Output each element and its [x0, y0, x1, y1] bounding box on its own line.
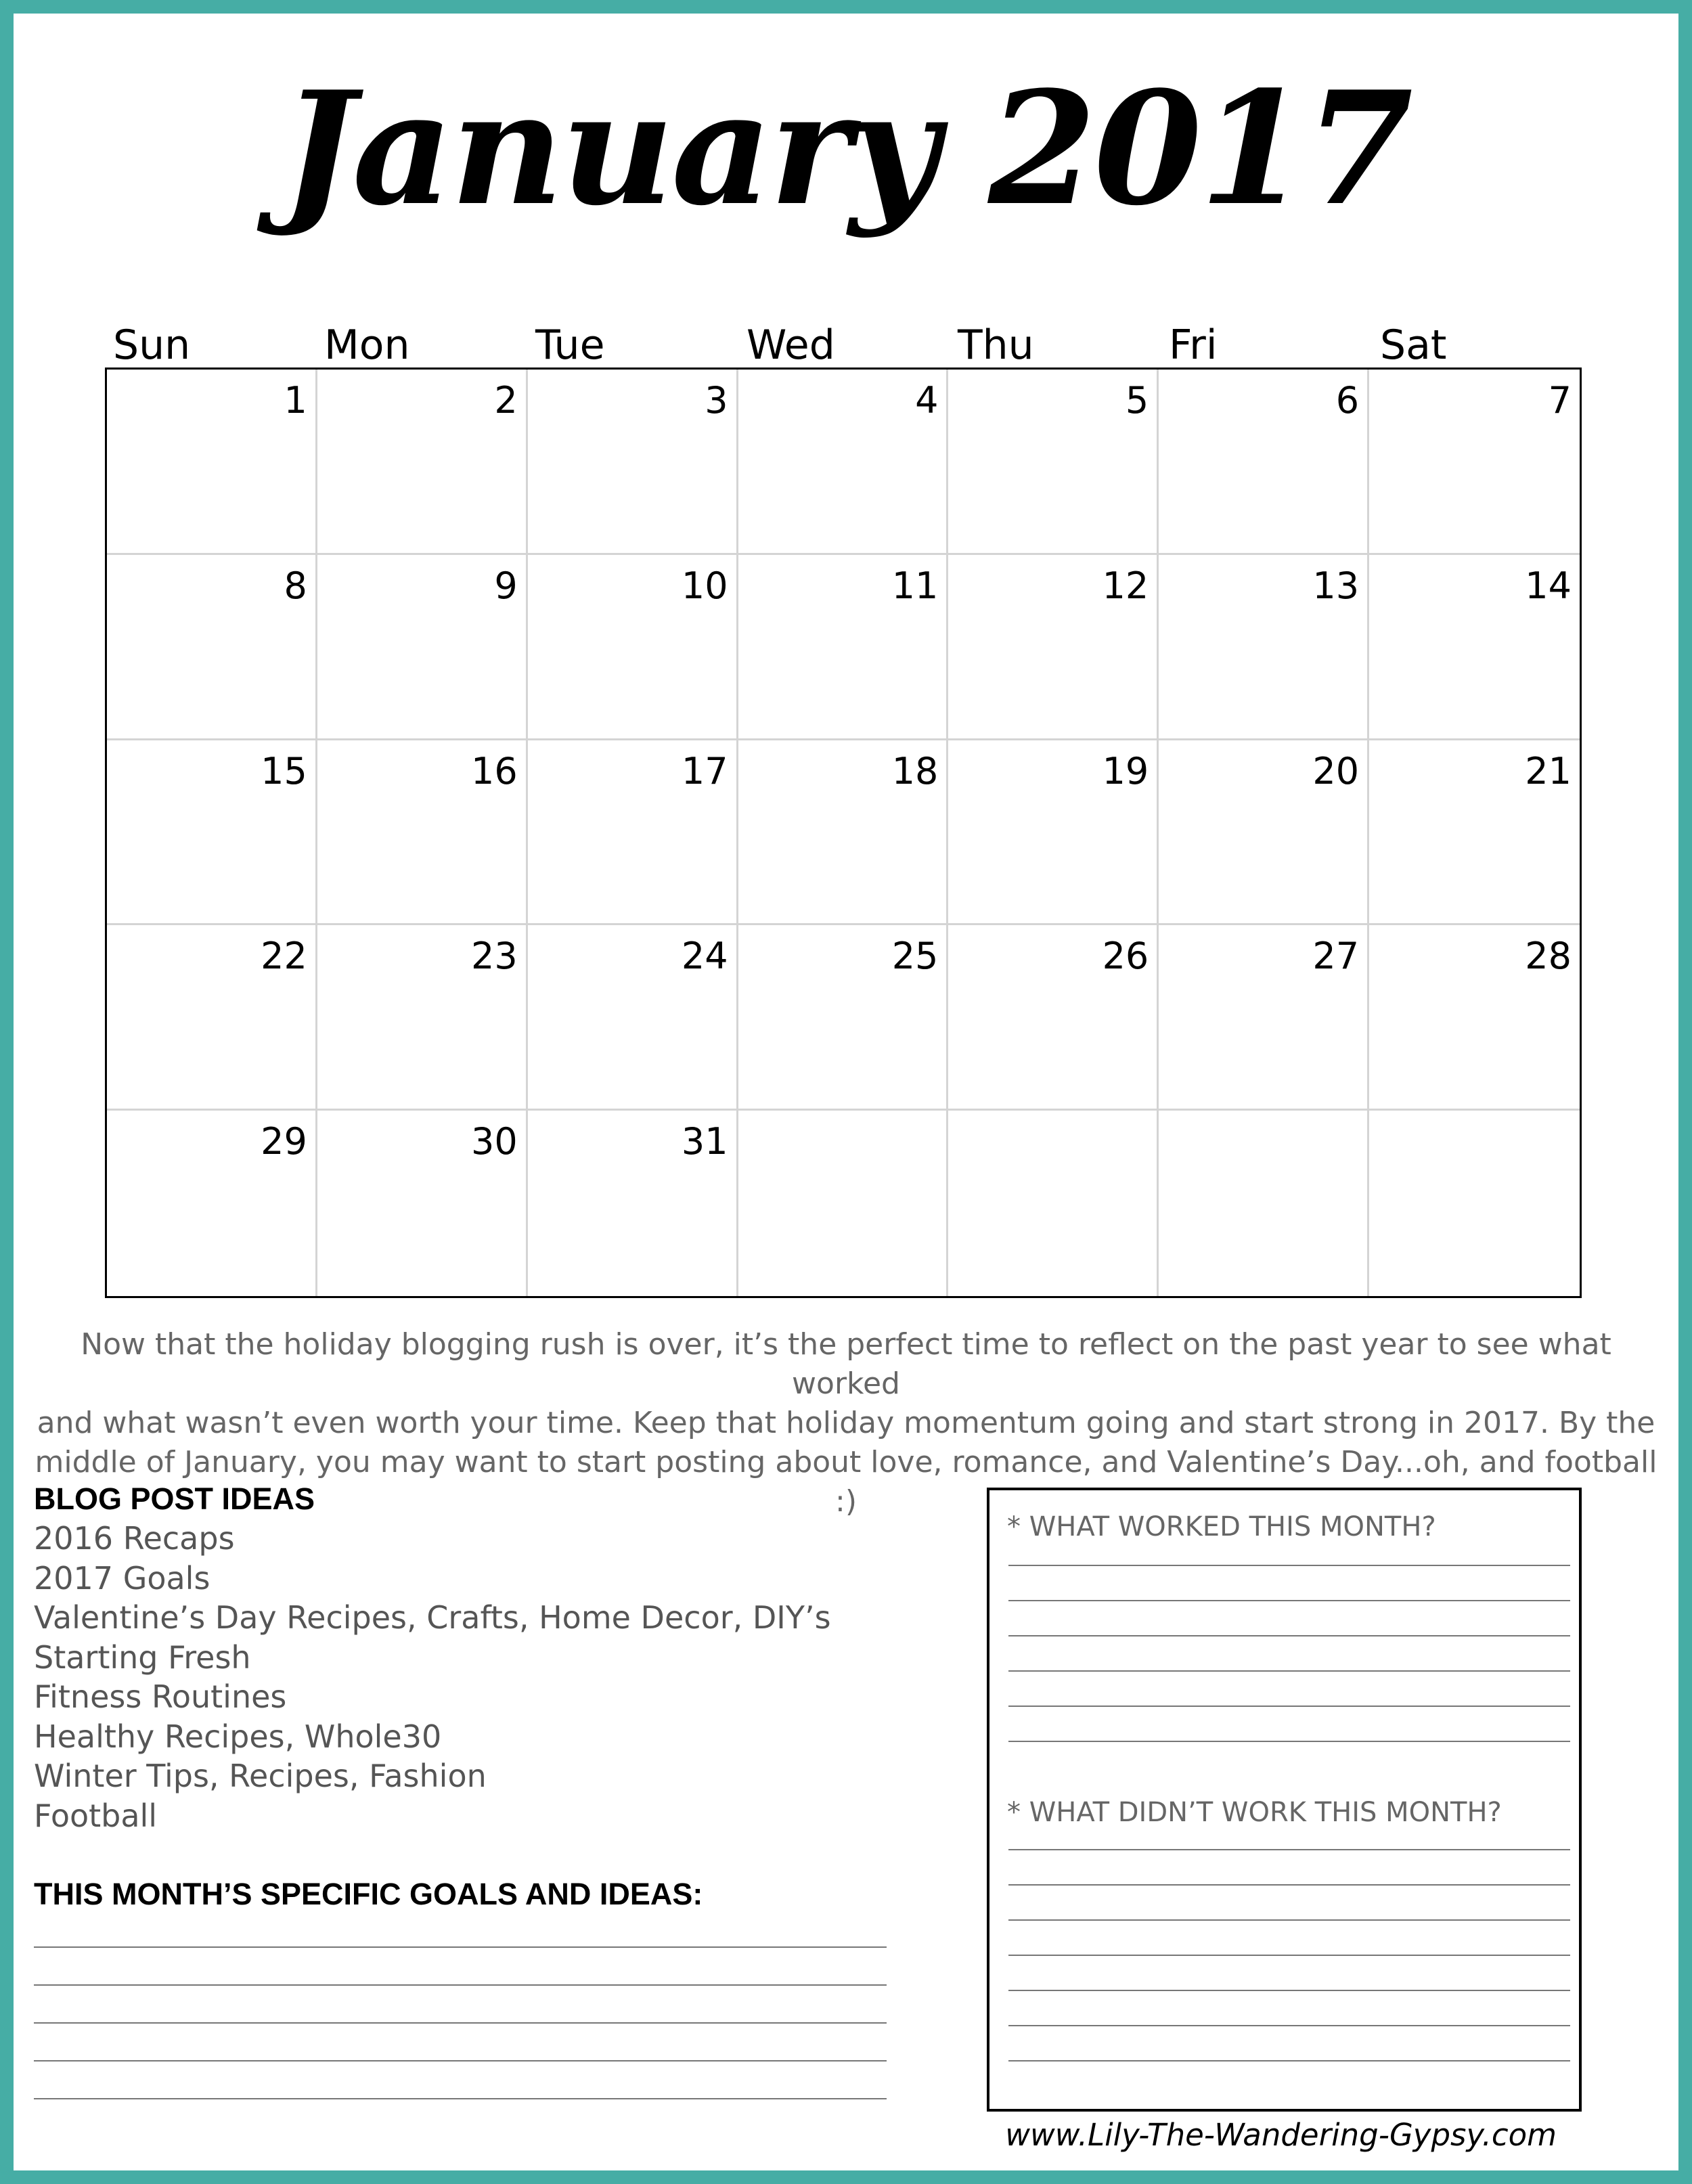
empty-cell [948, 1111, 1159, 1296]
date-number: 4 [915, 379, 939, 422]
day-cell[interactable] [948, 925, 1159, 1111]
day-cell[interactable] [738, 555, 949, 740]
empty-cell [1159, 1111, 1369, 1296]
day-cell[interactable] [738, 740, 949, 926]
writing-line[interactable] [1008, 1672, 1570, 1707]
date-number: 31 [681, 1120, 728, 1163]
didnt-work-writing-area[interactable] [1008, 1815, 1570, 2062]
day-cell[interactable] [528, 370, 738, 555]
writing-line[interactable] [1008, 1921, 1570, 1956]
idea-item: Fitness Routines [34, 1678, 287, 1715]
weekday-mon: Mon [324, 321, 410, 369]
date-number: 1 [284, 379, 307, 422]
date-number: 29 [261, 1120, 307, 1163]
idea-item: Winter Tips, Recipes, Fashion [34, 1758, 487, 1794]
writing-line[interactable] [1008, 1886, 1570, 1921]
day-cell[interactable] [528, 555, 738, 740]
date-number: 7 [1548, 379, 1572, 422]
intro-line: middle of January, you may want to start posting about love, romance, and Valentine’s Day...oh, and football :) [35, 1445, 1657, 1519]
day-cell[interactable] [107, 1111, 317, 1296]
day-cell[interactable] [107, 740, 317, 926]
weekday-sat: Sat [1380, 321, 1447, 369]
writing-line[interactable] [1008, 1815, 1570, 1850]
date-number: 28 [1525, 935, 1572, 978]
date-number: 17 [681, 749, 728, 793]
day-cell[interactable] [1369, 370, 1580, 555]
idea-item: Football [34, 1797, 158, 1834]
ideas-heading: BLOG POST IDEAS [34, 1481, 315, 1516]
writing-line[interactable] [34, 2024, 887, 2062]
day-cell[interactable] [1159, 555, 1369, 740]
weekday-header [105, 318, 1582, 372]
date-number: 21 [1525, 749, 1572, 793]
weekday-fri: Fri [1169, 321, 1218, 369]
day-cell[interactable] [738, 925, 949, 1111]
empty-cell [738, 1111, 949, 1296]
writing-line[interactable] [1008, 1707, 1570, 1742]
date-number: 23 [470, 935, 518, 978]
day-cell[interactable] [1159, 925, 1369, 1111]
day-cell[interactable] [317, 1111, 528, 1296]
day-cell[interactable] [528, 740, 738, 926]
writing-line[interactable] [1008, 1991, 1570, 2026]
date-number: 11 [891, 564, 939, 607]
day-cell[interactable] [317, 370, 528, 555]
didnt-work-label: * WHAT DIDN’T WORK THIS MONTH? [1007, 1797, 1502, 1828]
goals-heading: THIS MONTH’S SPECIFIC GOALS AND IDEAS: [34, 1877, 703, 1911]
idea-item: 2016 Recaps [34, 1520, 235, 1557]
date-number: 13 [1312, 564, 1360, 607]
writing-line[interactable] [1008, 1601, 1570, 1636]
date-number: 24 [681, 935, 728, 978]
day-cell[interactable] [1369, 740, 1580, 926]
day-cell[interactable] [528, 1111, 738, 1296]
day-cell[interactable] [107, 555, 317, 740]
worked-writing-area[interactable] [1008, 1531, 1570, 1742]
website-url: www.Lily-The-Wandering-Gypsy.com [1005, 2117, 1557, 2153]
day-cell[interactable] [107, 370, 317, 555]
weekday-tue: Tue [535, 321, 605, 369]
date-number: 14 [1525, 564, 1572, 607]
date-number: 10 [681, 564, 728, 607]
writing-line[interactable] [1008, 1636, 1570, 1672]
date-number: 15 [261, 749, 307, 793]
day-cell[interactable] [738, 370, 949, 555]
writing-line[interactable] [34, 1986, 887, 2024]
writing-line[interactable] [34, 1948, 887, 1986]
day-cell[interactable] [1369, 925, 1580, 1111]
writing-line[interactable] [1008, 1850, 1570, 1886]
writing-line[interactable] [1008, 1566, 1570, 1601]
calendar-title: January 2017 [281, 58, 1411, 240]
day-cell[interactable] [1369, 555, 1580, 740]
date-number: 5 [1125, 379, 1149, 422]
date-number: 27 [1312, 935, 1360, 978]
day-cell[interactable] [528, 925, 738, 1111]
date-number: 30 [470, 1120, 518, 1163]
day-cell[interactable] [1159, 740, 1369, 926]
date-number: 9 [494, 564, 518, 607]
weekday-wed: Wed [747, 321, 835, 369]
intro-line: and what wasn’t even worth your time. Keep that holiday momentum going and start strong in 2017. By the [37, 1406, 1655, 1440]
date-number: 26 [1102, 935, 1149, 978]
weekday-thu: Thu [958, 321, 1034, 369]
idea-item: Healthy Recipes, Whole30 [34, 1718, 442, 1755]
date-number: 18 [891, 749, 939, 793]
weekday-sun: Sun [113, 321, 191, 369]
day-cell[interactable] [107, 925, 317, 1111]
blog-post-ideas [34, 1479, 914, 1835]
calendar-grid [105, 367, 1582, 1298]
empty-cell [1369, 1111, 1580, 1296]
day-cell[interactable] [948, 555, 1159, 740]
goals-writing-area[interactable] [34, 1946, 887, 2099]
date-number: 16 [470, 749, 518, 793]
date-number: 25 [891, 935, 939, 978]
day-cell[interactable] [317, 740, 528, 926]
day-cell[interactable] [1159, 370, 1369, 555]
day-cell[interactable] [317, 555, 528, 740]
writing-line[interactable] [34, 2062, 887, 2099]
reflection-box [987, 1488, 1582, 2112]
worked-label: * WHAT WORKED THIS MONTH? [1007, 1511, 1436, 1542]
idea-item: Valentine’s Day Recipes, Crafts, Home Decor, DIY’s [34, 1599, 831, 1636]
date-number: 8 [284, 564, 307, 607]
intro-line: Now that the holiday blogging rush is over, it’s the perfect time to reflect on the past year to see what worked [81, 1327, 1611, 1401]
writing-line[interactable] [1008, 1956, 1570, 1991]
date-number: 3 [705, 379, 728, 422]
day-cell[interactable] [317, 925, 528, 1111]
date-number: 19 [1102, 749, 1149, 793]
date-number: 12 [1102, 564, 1149, 607]
day-cell[interactable] [948, 740, 1159, 926]
date-number: 6 [1335, 379, 1360, 422]
day-cell[interactable] [948, 370, 1159, 555]
date-number: 2 [494, 379, 518, 422]
idea-item: 2017 Goals [34, 1559, 210, 1597]
writing-line[interactable] [1008, 1531, 1570, 1566]
idea-item: Starting Fresh [34, 1639, 251, 1676]
date-number: 22 [261, 935, 307, 978]
date-number: 20 [1312, 749, 1360, 793]
ideas-list [34, 1519, 914, 1835]
writing-line[interactable] [1008, 2026, 1570, 2062]
